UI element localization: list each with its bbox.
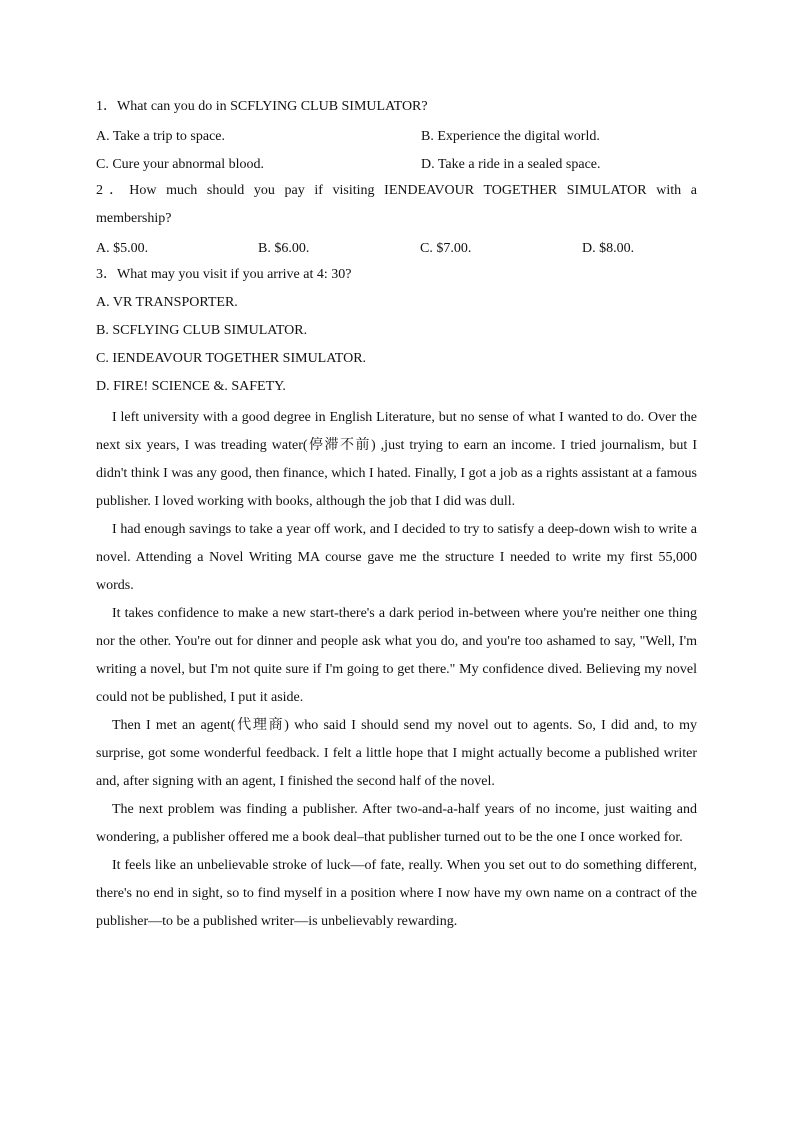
- question-3-stem: 3．What may you visit if you arrive at 4: 30?: [96, 267, 352, 282]
- document-page: [96, 95, 697, 936]
- passage-paragraph-6: It feels like an unbelievable stroke of luck—of fate, really. When you set out to do something different, there's no end in sight, so to find myself in a position where I now have my own name on a contract of the publisher—to be a published writer—is unbelievably rewarding.: [96, 858, 697, 929]
- passage-paragraph-5: The next problem was finding a publisher. After two-and-a-half years of no income, just waiting and wondering, a publisher offered me a book deal–that publisher turned out to be the one I once worked for.: [96, 802, 697, 845]
- passage-paragraph-2: I had enough savings to take a year off work, and I decided to try to satisfy a deep-down wish to write a novel. Attending a Novel Writing MA course gave me the structure I needed to write my first 55,000 words.: [96, 522, 697, 593]
- question-3-option-a: A. VR TRANSPORTER.: [96, 295, 238, 310]
- question-2-option-a: A. $5.00.: [96, 241, 149, 256]
- question-1-option-c: C. Cure your abnormal blood.: [96, 157, 264, 172]
- question-2-stem-line-2: membership?: [96, 211, 172, 226]
- question-1-option-b: B. Experience the digital world.: [421, 129, 600, 144]
- question-1-options-row-1: [96, 123, 697, 151]
- passage-paragraph-4: Then I met an agent(代理商) who said I should send my novel out to agents. So, I did and, to my surprise, got some wonderful feedback. I felt a little hope that I might actually become a published writer and, after signing with an agent, I finished the second half of the novel.: [96, 718, 697, 789]
- question-3-option-c: C. IENDEAVOUR TOGETHER SIMULATOR.: [96, 351, 367, 366]
- question-2-option-c: C. $7.00.: [420, 241, 472, 256]
- question-1-options-row-2: [96, 151, 697, 179]
- question-1-option-a: A. Take a trip to space.: [96, 129, 225, 144]
- passage-paragraph-1: I left university with a good degree in English Literature, but no sense of what I wanted to do. Over the next six years, I was treading water(停滞不前) ,just trying to earn an income. I tried journalism, but I didn't think I was any good, then finance, which I hated. Finally, I got a job as a rights assistant at a famous publisher. I loved working with books, although the job that I did was dull.: [96, 410, 697, 509]
- question-3-option-b: B. SCFLYING CLUB SIMULATOR.: [96, 323, 308, 338]
- question-1-stem: 1．What can you do in SCFLYING CLUB SIMULATOR?: [96, 99, 428, 114]
- question-3-option-d: D. FIRE! SCIENCE &. SAFETY.: [96, 379, 286, 394]
- passage-paragraph-3: It takes confidence to make a new start-there's a dark period in-between where you're neither one thing nor the other. You're out for dinner and people ask what you do, and you're too ashamed to say, "Well, I'm writing a novel, but I'm not quite sure if I'm going to get there." My confidence dived. Believing my novel could not be published, I put it aside.: [96, 606, 697, 705]
- question-2-option-d: D. $8.00.: [582, 241, 635, 256]
- reading-passage: [96, 404, 697, 936]
- question-2-option-b: B. $6.00.: [258, 241, 310, 256]
- question-1-option-d: D. Take a ride in a sealed space.: [421, 157, 601, 172]
- question-2-options-row: [96, 235, 697, 263]
- question-2-stem-line-1: 2．How much should you pay if visiting IENDEAVOUR TOGETHER SIMULATOR with a: [96, 183, 697, 198]
